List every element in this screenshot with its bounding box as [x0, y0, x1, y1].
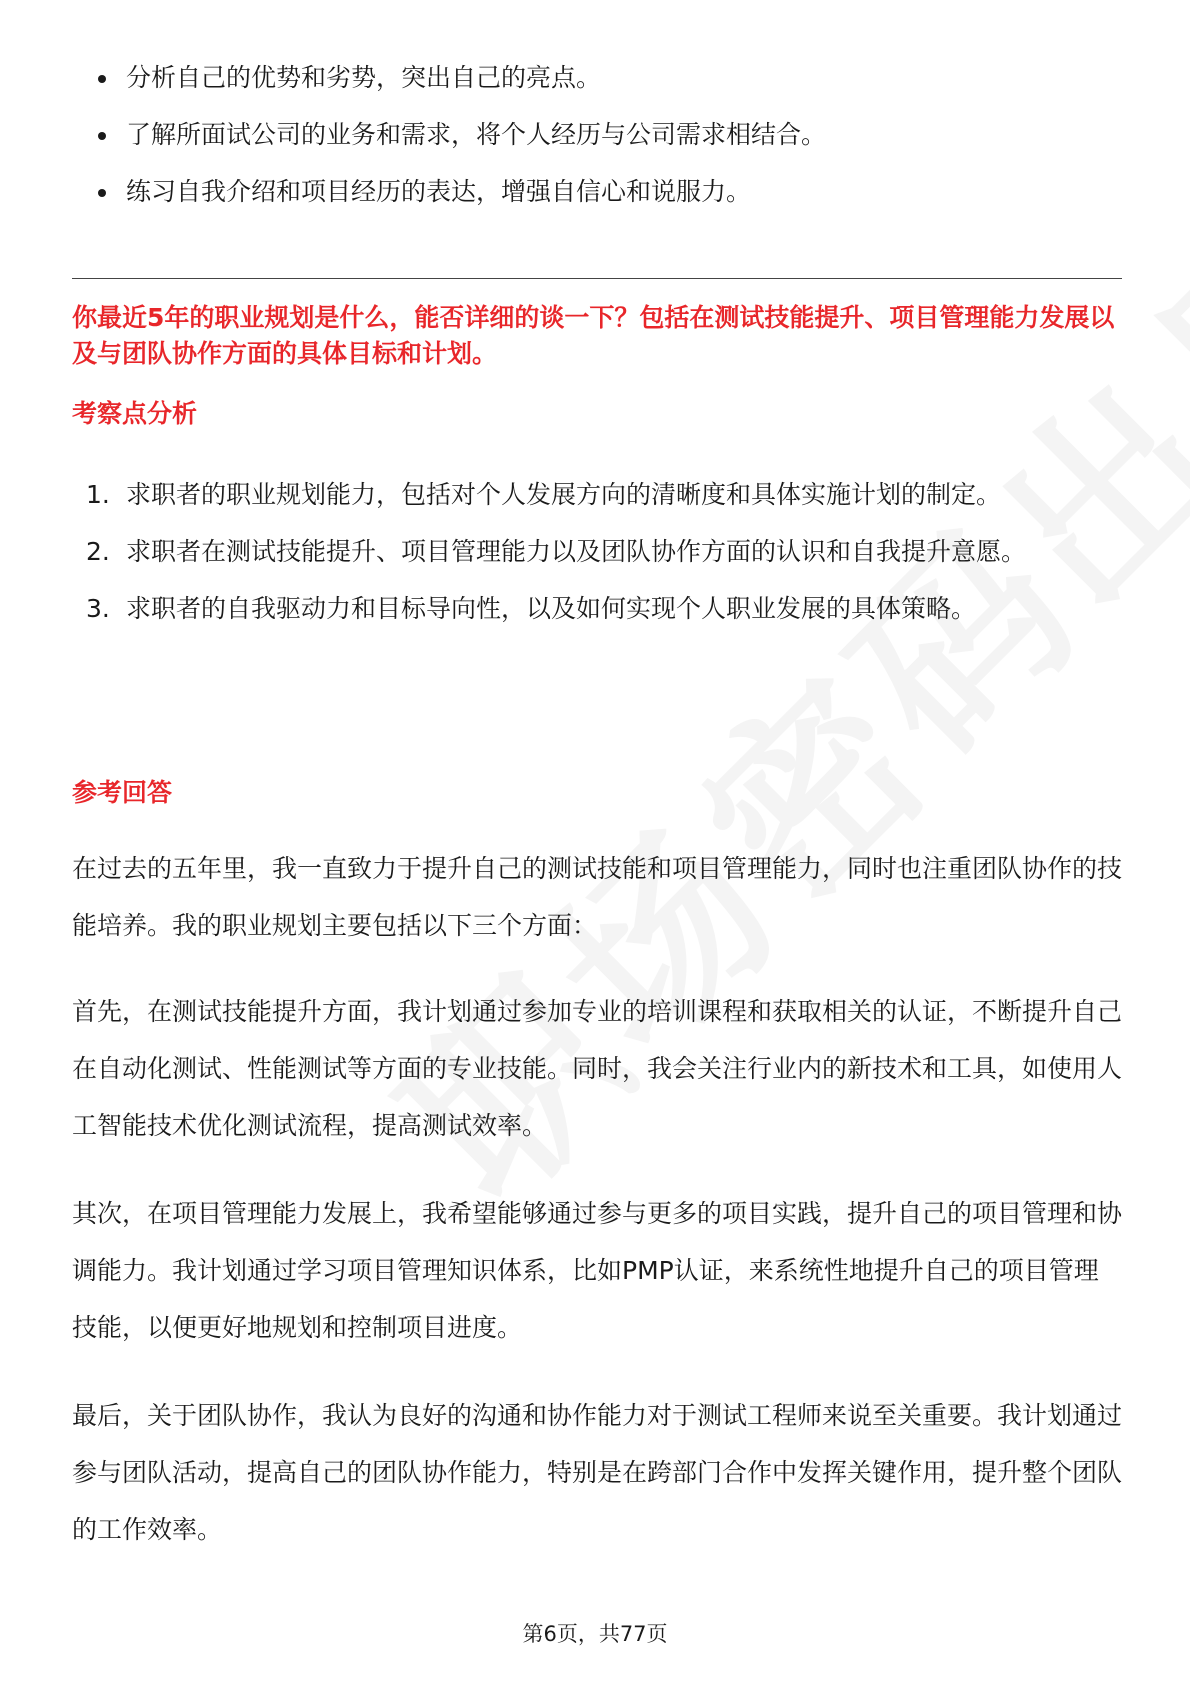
- bullet-dot-icon: [98, 132, 106, 140]
- bullet-dot-icon: [98, 75, 106, 83]
- answer-paragraph: 最后，关于团队协作，我认为良好的沟通和协作能力对于测试工程师来说至关重要。我计划通过参与团队活动，提高自己的团队协作能力，特别是在跨部门合作中发挥关键作用，提升整个团队的工作效率。: [72, 1401, 1123, 1544]
- page-footer: 第6页，共77页: [522, 1622, 668, 1646]
- list-item: [72, 60, 1122, 96]
- list-item: [72, 117, 1122, 153]
- analysis-list: [72, 466, 1122, 637]
- list-item: [72, 580, 1122, 637]
- item-number: 1.: [86, 480, 110, 509]
- answer-paragraph: 首先，在测试技能提升方面，我计划通过参加专业的培训课程和获取相关的认证，不断提升自己在自动化测试、性能测试等方面的专业技能。同时，我会关注行业内的新技术和工具，如使用人工智能技术优化测试流程，提高测试效率。: [72, 997, 1123, 1140]
- answer-paragraph: 其次，在项目管理能力发展上，我希望能够通过参与更多的项目实践，提升自己的项目管理和协调能力。我计划通过学习项目管理知识体系，比如PMP认证，来系统性地提升自己的项目管理技能，以便更好地规划和控制项目进度。: [72, 1199, 1123, 1342]
- bullet-text: 了解所面试公司的业务和需求，将个人经历与公司需求相结合。: [126, 120, 827, 149]
- answer-heading: 参考回答: [72, 778, 173, 807]
- item-number: 2.: [86, 537, 110, 566]
- item-text: 求职者在测试技能提升、项目管理能力以及团队协作方面的认识和自我提升意愿。: [126, 537, 1027, 566]
- bullet-list: [72, 60, 1122, 231]
- item-number: 3.: [86, 594, 110, 623]
- bullet-text: 分析自己的优势和劣势，突出自己的亮点。: [126, 63, 602, 92]
- bullet-dot-icon: [98, 189, 106, 197]
- bullet-text: 练习自我介绍和项目经历的表达，增强自信心和说服力。: [126, 177, 752, 206]
- list-item: [72, 174, 1122, 210]
- question-title: 你最近5年的职业规划是什么，能否详细的谈一下？包括在测试技能提升、项目管理能力发展以及与团队协作方面的具体目标和计划。: [72, 303, 1115, 368]
- list-item: [72, 466, 1122, 523]
- item-text: 求职者的自我驱动力和目标导向性，以及如何实现个人职业发展的具体策略。: [126, 594, 977, 623]
- analysis-heading: 考察点分析: [72, 399, 198, 428]
- list-item: [72, 523, 1122, 580]
- section-divider: [72, 278, 1122, 279]
- answer-paragraph: 在过去的五年里，我一直致力于提升自己的测试技能和项目管理能力，同时也注重团队协作的技能培养。我的职业规划主要包括以下三个方面：: [72, 854, 1123, 940]
- item-text: 求职者的职业规划能力，包括对个人发展方向的清晰度和具体实施计划的制定。: [126, 480, 1002, 509]
